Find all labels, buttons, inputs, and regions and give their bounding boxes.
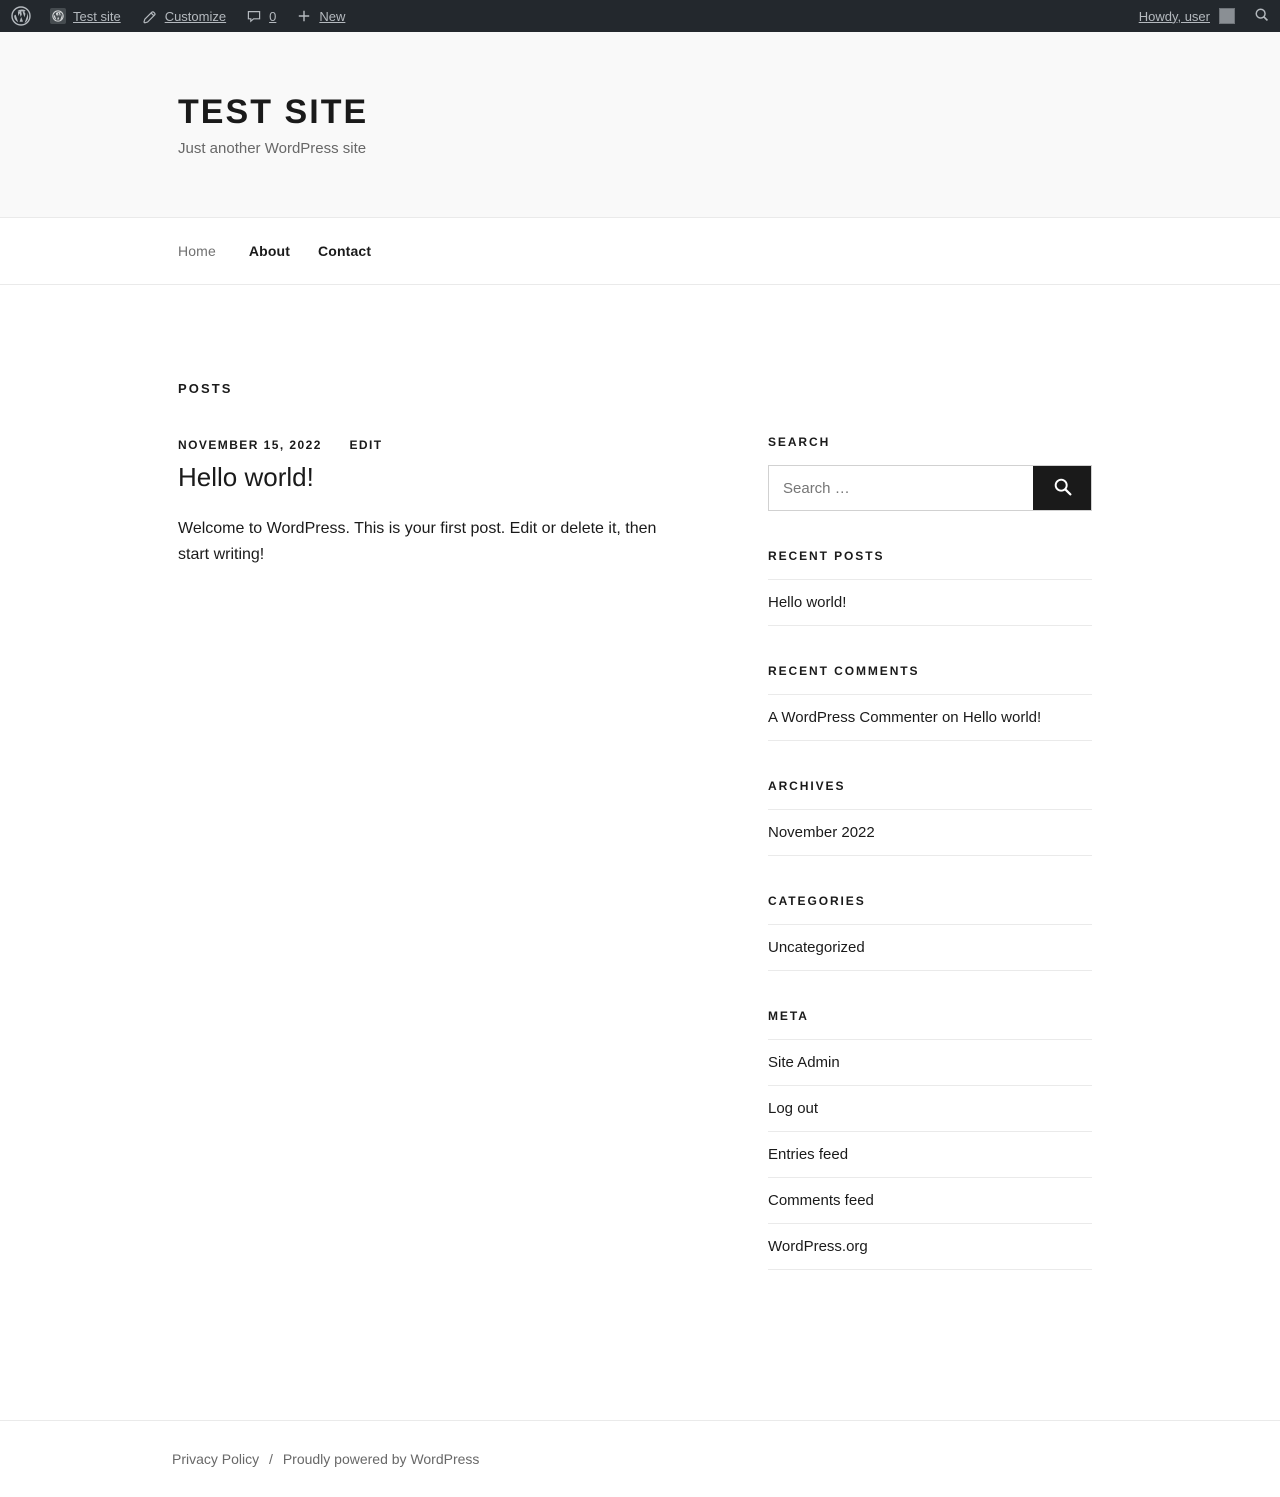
content-area xyxy=(90,285,1190,1308)
site-footer xyxy=(90,1421,1190,1497)
customize-label: Customize xyxy=(164,8,227,24)
new-content-button[interactable] xyxy=(286,0,355,32)
nav-item-home[interactable]: Home xyxy=(178,243,216,260)
customize-button[interactable] xyxy=(131,0,236,32)
widget-title-archives: ARCHIVES xyxy=(768,779,846,794)
site-description: Just another WordPress site xyxy=(178,140,367,158)
new-label: New xyxy=(319,8,346,24)
widget-archives xyxy=(768,779,1092,856)
wordpress-logo-menu[interactable] xyxy=(0,0,40,32)
comment-bubble-icon xyxy=(246,8,262,24)
widget-recent-comments xyxy=(768,664,1092,741)
widget-categories xyxy=(768,894,1092,971)
avatar xyxy=(1219,8,1235,24)
site-name-label: Test site xyxy=(73,8,121,24)
widget-recent-posts xyxy=(768,549,1092,626)
sidebar xyxy=(768,381,1092,1308)
meta-link-log-out[interactable]: Log out xyxy=(768,1100,819,1118)
recent-comments-list xyxy=(768,694,1092,741)
list-item xyxy=(768,1224,1092,1270)
comment-author: A WordPress Commenter xyxy=(768,709,938,727)
list-item xyxy=(768,1039,1092,1086)
primary-navigation xyxy=(90,218,1190,284)
nav-item-contact[interactable]: Contact xyxy=(318,243,372,260)
widget-title-search: SEARCH xyxy=(768,435,831,450)
search-submit-button[interactable] xyxy=(1033,466,1091,510)
meta-list xyxy=(768,1039,1092,1270)
widget-title-categories: CATEGORIES xyxy=(768,894,866,909)
widget-meta xyxy=(768,1009,1092,1270)
site-header xyxy=(0,32,1280,218)
meta-link-entries-feed[interactable]: Entries feed xyxy=(768,1146,849,1164)
comment-post-link[interactable]: Hello world! xyxy=(962,709,1042,727)
widget-title-recent-posts: RECENT POSTS xyxy=(768,549,885,564)
footer-divider: / xyxy=(269,1451,273,1468)
comment-count-label: 0 xyxy=(269,8,277,24)
list-item xyxy=(768,579,1092,626)
page-title[interactable]: TEST SITE xyxy=(178,93,369,131)
site-name-menu[interactable] xyxy=(40,0,131,32)
meta-link-comments-feed[interactable]: Comments feed xyxy=(768,1192,874,1210)
list-item xyxy=(768,1178,1092,1224)
post-content xyxy=(178,516,670,569)
comments-button[interactable] xyxy=(236,0,286,32)
search-icon xyxy=(1052,476,1073,500)
wordpress-logo-icon xyxy=(11,6,31,26)
list-item xyxy=(768,924,1092,971)
comment-on-word: on xyxy=(941,709,959,727)
archives-list xyxy=(768,809,1092,856)
widget-search xyxy=(768,435,1092,511)
widget-title-meta: META xyxy=(768,1009,809,1024)
site-footer-wrapper xyxy=(0,1420,1280,1497)
list-item xyxy=(768,1086,1092,1132)
list-item xyxy=(768,1132,1092,1178)
post-body-text: Welcome to WordPress. This is your first post. Edit or delete it, then start writing! xyxy=(178,519,657,563)
wordpress-credit-link[interactable]: Proudly powered by WordPress xyxy=(282,1451,480,1468)
admin-bar xyxy=(0,0,1280,32)
meta-link-site-admin[interactable]: Site Admin xyxy=(768,1054,840,1072)
adminbar-search-button[interactable] xyxy=(1243,0,1280,32)
category-link-uncategorized[interactable]: Uncategorized xyxy=(768,939,865,957)
plus-icon xyxy=(296,8,312,24)
meta-link-wordpress-org[interactable]: WordPress.org xyxy=(768,1238,868,1256)
post-date-link[interactable]: NOVEMBER 15, 2022 xyxy=(178,438,322,453)
nav-item-about[interactable]: About xyxy=(248,243,291,260)
list-item xyxy=(768,694,1092,741)
search-icon xyxy=(1253,6,1270,26)
categories-list xyxy=(768,924,1092,971)
pencil-icon xyxy=(141,8,158,25)
my-account-menu[interactable] xyxy=(1127,0,1243,32)
posts-heading: POSTS xyxy=(178,381,233,397)
main-content xyxy=(90,381,670,568)
list-item xyxy=(768,809,1092,856)
post-meta xyxy=(178,438,670,452)
search-input[interactable] xyxy=(769,466,1033,510)
recent-posts-list xyxy=(768,579,1092,626)
post-edit-link[interactable]: EDIT xyxy=(349,438,383,453)
howdy-label: Howdy, user xyxy=(1138,8,1210,24)
recent-post-link[interactable]: Hello world! xyxy=(768,594,847,612)
privacy-policy-link[interactable]: Privacy Policy xyxy=(172,1451,260,1468)
archive-link-november-2022[interactable]: November 2022 xyxy=(768,824,875,842)
widget-title-recent-comments: RECENT COMMENTS xyxy=(768,664,920,679)
primary-navigation-bar xyxy=(0,218,1280,285)
post-article xyxy=(178,438,670,568)
search-form xyxy=(768,465,1092,511)
wordpress-site-icon xyxy=(50,8,66,24)
post-title[interactable]: Hello world! xyxy=(178,462,314,493)
